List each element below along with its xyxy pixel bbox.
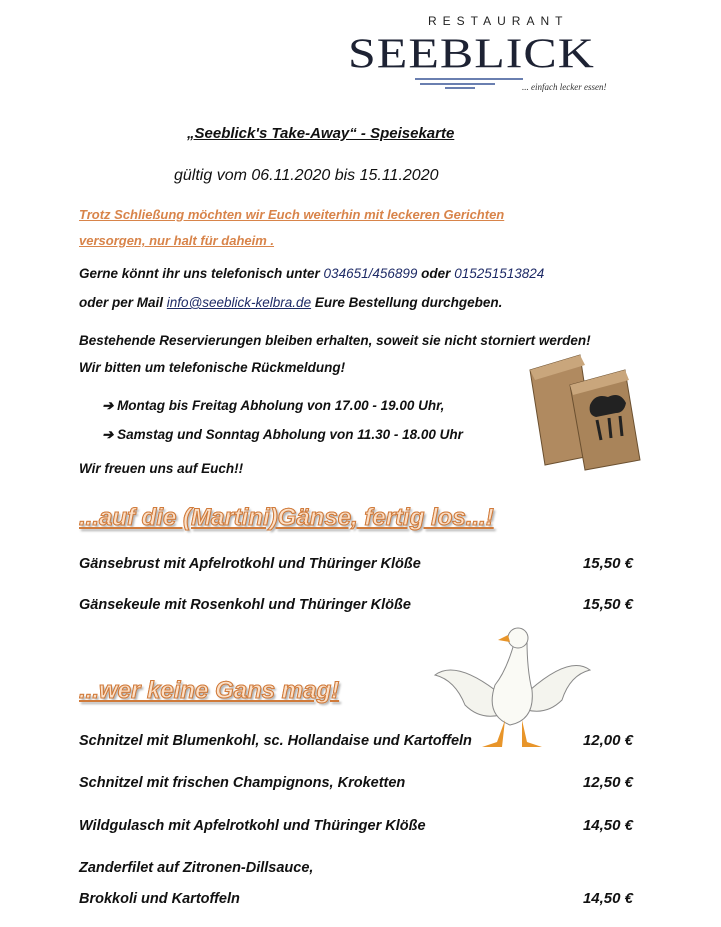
menu-item-name: Zanderfilet auf Zitronen-Dillsauce, [79,860,314,876]
arrow-icon: ➔ [102,398,118,413]
contact-text: Eure Bestellung durchgeben. [314,295,503,310]
menu-item-name: Gänsekeule mit Rosenkohl und Thüringer Klöße [79,597,411,613]
reservations-line-2: Wir bitten um telefonische Rückmeldung! [79,360,346,375]
menu-item-price: 14,50 € [582,890,633,907]
pickup-text: Montag bis Freitag Abholung von 17.00 - 19.00 Uhr, [117,398,445,413]
menu-item-name: Gänsebrust mit Apfelrotkohl und Thüringer Klöße [79,556,421,572]
menu-item-price: 15,50 € [582,555,633,572]
closing: Wir freuen uns auf Euch!! [79,461,244,476]
logo-waves [415,76,525,90]
menu-item-price: 12,00 € [582,732,633,749]
contact-line-2 [79,294,502,311]
pickup-text: Samstag und Sonntag Abholung von 11.30 - 18.00 Uhr [117,427,463,442]
menu-item-price: 12,50 € [582,774,633,791]
contact-line-1 [79,265,544,282]
phone-2[interactable]: 015251513824 [454,266,545,281]
contact-text: Gerne könnt ihr uns telefonisch unter [79,266,320,281]
notice-line-1: Trotz Schließung möchten wir Euch weiterhin mit leckeren Gerichten [79,207,505,222]
pickup-weekend [102,426,463,443]
menu-item-name: Schnitzel mit Blumenkohl, sc. Hollandaise und Kartoffeln [79,733,472,749]
phone-1[interactable]: 034651/456899 [323,266,418,281]
email-link[interactable]: info@seeblick-kelbra.de [166,295,312,310]
section-heading-other: ...wer keine Gans mag! [79,677,340,704]
menu-item-name-line-2: Brokkoli und Kartoffeln [79,891,240,907]
menu-item-name: Schnitzel mit frischen Champignons, Kroketten [79,775,406,791]
section-heading-geese: ...auf die (Martini)Gänse, fertig los...! [79,504,494,531]
menu-item-price: 14,50 € [582,817,633,834]
menu-title: „Seeblick's Take-Away“ - Speisekarte [187,125,455,142]
validity: gültig vom 06.11.2020 bis 15.11.2020 [174,167,439,184]
menu-item-price: 15,50 € [582,596,633,613]
arrow-icon: ➔ [102,427,118,442]
reservations-line-1: Bestehende Reservierungen bleiben erhalten, soweit sie nicht storniert werden! [79,333,591,348]
pickup-weekdays [102,397,444,414]
logo-tagline: ... einfach lecker essen! [522,82,607,92]
logo-restaurant: RESTAURANT [428,14,569,28]
takeaway-bags-illustration [525,345,645,475]
logo-name: SEEBLICK [348,29,595,78]
contact-text: oder per Mail [79,295,164,310]
menu-item-name: Wildgulasch mit Apfelrotkohl und Thüringer Klöße [79,818,426,834]
notice-line-2: versorgen, nur halt für daheim . [79,233,275,248]
contact-or: oder [421,266,451,281]
